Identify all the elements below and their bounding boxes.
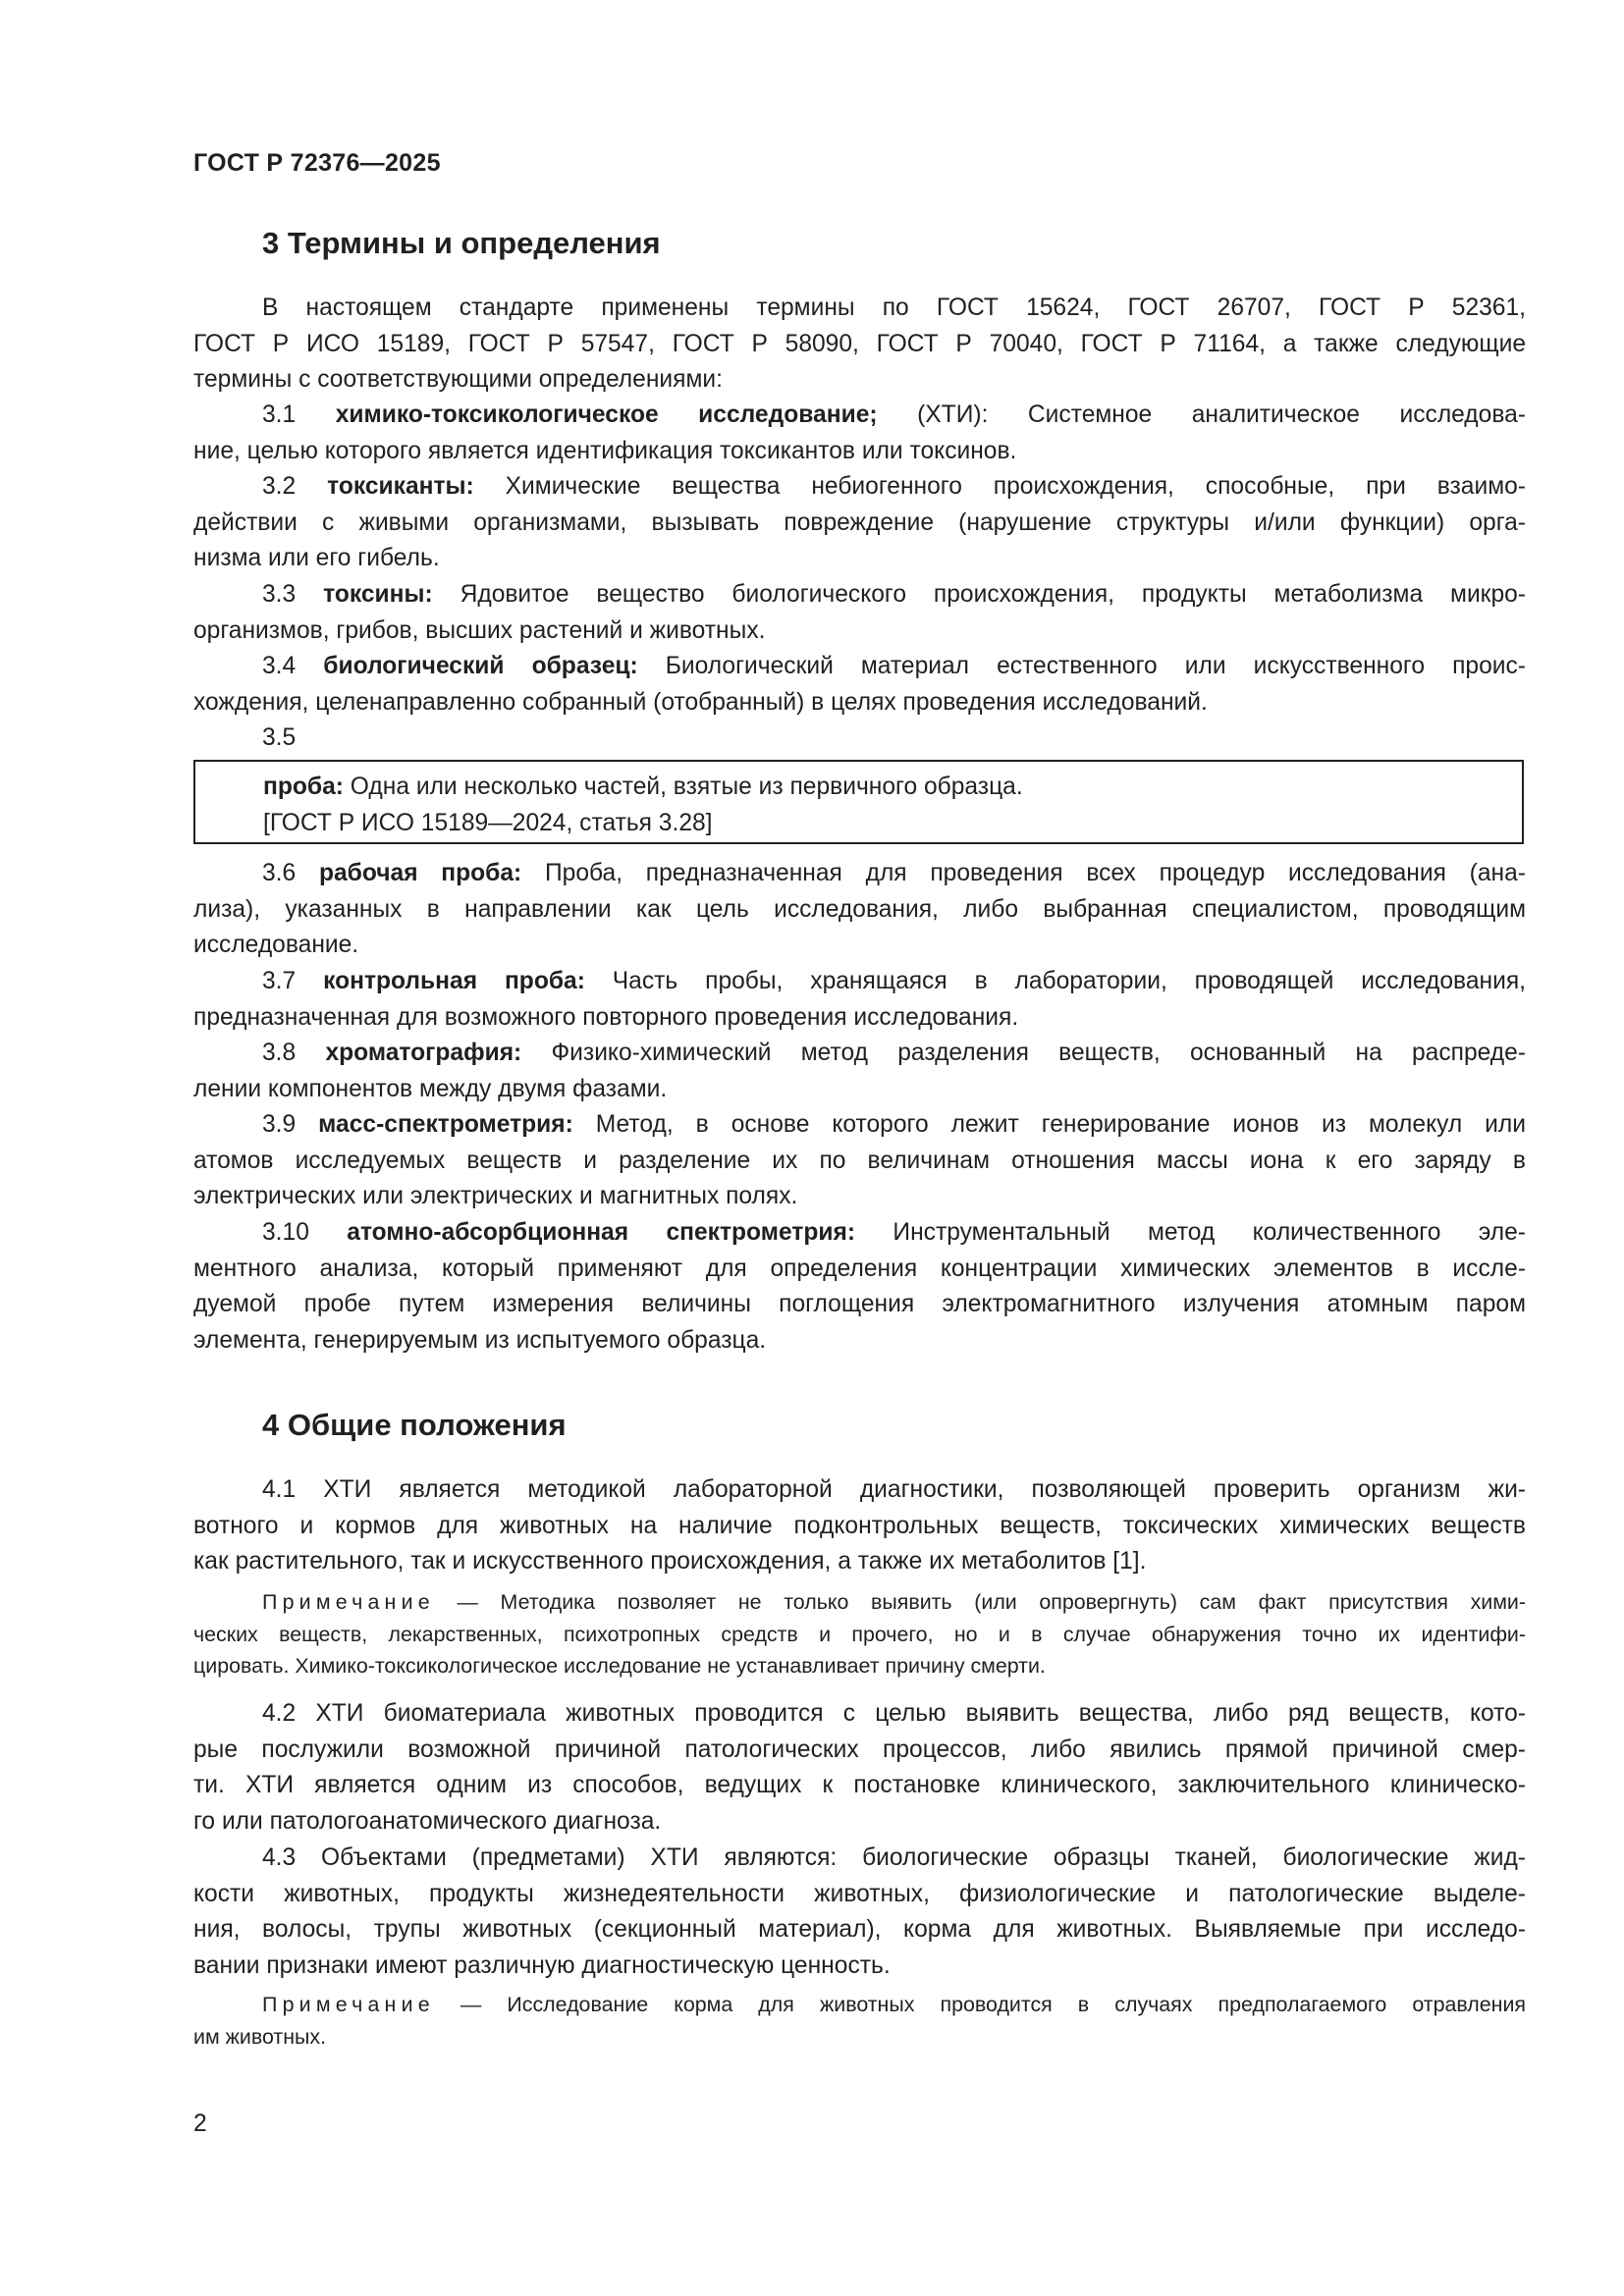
term-definition: (ХТИ): Системное аналитическое исследова-	[877, 401, 1526, 428]
section-3-intro	[193, 291, 1526, 399]
term-number: 3.8	[262, 1040, 297, 1066]
term-definition: ментного анализа, который применяют для определения концентрации химических элементов в иссле-	[193, 1255, 1526, 1282]
term-number: 3.10	[262, 1219, 309, 1246]
term-definition: предназначенная для возможного повторного проведения исследования.	[193, 1003, 1019, 1031]
term-number: 3.3	[262, 581, 297, 608]
term-title: хроматография:	[325, 1040, 522, 1066]
term-definition: Физико-химический метод разделения веществ, основанный на распреде-	[521, 1040, 1526, 1066]
term-definition: Ядовитое вещество биологического происхождения, продукты метаболизма микро-	[432, 581, 1526, 608]
term-title: биологический образец:	[323, 653, 638, 679]
paragraph-4-3: 4.3 Объектами (предметами) ХТИ являются: биологические образцы тканей, биологические жид- кости животных, продукты жизнедеятельности животных, физиологические и патологические выделе- ния, волосы, трупы животных (секционный материал), корма для животных. Выявляемые при исследо- вании признаки имеют различную диагностическую ценность.	[193, 1844, 1526, 1979]
term-definition: элемента, генерируемым из испытуемого образца.	[193, 1326, 767, 1354]
term-number: 3.6	[262, 860, 297, 886]
term-title: химико-токсикологическое исследование;	[335, 401, 878, 428]
intro-line: В настоящем стандарте применены термины по ГОСТ 15624, ГОСТ 26707, ГОСТ Р 52361,	[262, 294, 1526, 321]
note-1: Примечание — Методика позволяет не только выявить (или опровергнуть) сам факт присутствия хими- ческих веществ, лекарственных, психотропных средств и прочего, но и в случае обнаружения точно их идентифи- цировать. Химико-токсикологическое исследование не устанавливает причину смерти.	[193, 1590, 1526, 1678]
term-definition: дуемой пробе путем измерения величины поглощения электромагнитного излучения атомным паром	[193, 1291, 1526, 1318]
term-3-1	[193, 398, 1526, 469]
term-title: токсиканты:	[327, 473, 474, 500]
section-3-heading: 3 Термины и определения	[262, 226, 661, 260]
term-3-5-box	[193, 760, 1524, 844]
note-label: Примечание	[262, 1590, 435, 1614]
term-3-10	[193, 1215, 1526, 1359]
term-definition: Химические вещества небиогенного происхождения, способные, при взаимо-	[473, 473, 1526, 500]
term-definition: Инструментальный метод количественного эле-	[855, 1219, 1526, 1246]
term-3-7	[193, 964, 1526, 1036]
term-number: 3.9	[262, 1111, 297, 1138]
term-definition: хождения, целенаправленно собранный (отобранный) в целях проведения исследований.	[193, 688, 1208, 716]
term-title: масс-спектрометрия:	[318, 1111, 573, 1138]
term-title: рабочая проба:	[318, 860, 522, 886]
term-3-6	[193, 856, 1526, 964]
paragraph-4-2: 4.2 ХТИ биоматериала животных проводится с целью выявить вещества, либо ряд веществ, кото- рые послужили возможной причиной патологических процессов, либо явились прямой причиной смер- ти. ХТИ является одним из способов, ведущих к постановке клинического, заключительного клиническо- го или патологоанатомического диагноза.	[193, 1700, 1526, 1835]
term-title: контрольная проба:	[323, 968, 585, 994]
term-3-5-number: 3.5	[262, 724, 297, 751]
term-definition: лении компонентов между двумя фазами.	[193, 1075, 668, 1102]
term-definition: Биологический материал естественного или искусственного проис-	[637, 653, 1526, 679]
term-source: [ГОСТ Р ИСО 15189—2024, статья 3.28]	[263, 809, 713, 836]
note-label: Примечание	[262, 1993, 435, 2016]
term-definition: организмов, грибов, высших растений и животных.	[193, 616, 766, 644]
term-number: 3.2	[262, 473, 297, 500]
intro-line: термины с соответствующими определениями:	[193, 366, 723, 394]
term-definition: низма или его гибель.	[193, 545, 440, 572]
term-definition: действии с живыми организмами, вызывать повреждение (нарушение структуры и/или функции) орга-	[193, 508, 1526, 536]
term-3-2	[193, 469, 1526, 577]
term-3-9	[193, 1107, 1526, 1215]
note-2: Примечание — Исследование корма для животных проводится в случаях предполагаемого отравления им животных.	[193, 1993, 1526, 2049]
term-definition: исследование.	[193, 932, 359, 959]
paragraph-4-1: 4.1 ХТИ является методикой лабораторной диагностики, позволяющей проверить организм жи- вотного и кормов для животных на наличие подконтрольных веществ, токсических химических веществ как растительного, так и искусственного происхождения, а также их метаболитов [1].	[193, 1476, 1526, 1575]
term-definition: лиза), указанных в направлении как цель исследования, либо выбранная специалистом, проводящим	[193, 895, 1526, 923]
term-definition: ние, целью которого является идентификация токсикантов или токсинов.	[193, 437, 1017, 464]
term-title: атомно-абсорбционная спектрометрия:	[347, 1219, 856, 1246]
term-definition: атомов исследуемых веществ и разделение их по величинам отношения массы иона к его заряду в	[193, 1147, 1526, 1174]
term-definition: Часть пробы, хранящаяся в лаборатории, проводящей исследования,	[584, 968, 1526, 994]
term-3-4	[193, 649, 1526, 721]
intro-line: ГОСТ Р ИСО 15189, ГОСТ Р 57547, ГОСТ Р 58090, ГОСТ Р 70040, ГОСТ Р 71164, а также следующие	[193, 330, 1526, 357]
term-number: 3.4	[262, 653, 297, 679]
term-definition: Одна или несколько частей, взятые из первичного образца.	[343, 774, 1023, 800]
term-definition: электрических или электрических и магнитных полях.	[193, 1183, 798, 1210]
section-4-heading: 4 Общие положения	[262, 1408, 567, 1442]
term-definition: Метод, в основе которого лежит генерирование ионов из молекул или	[572, 1111, 1526, 1138]
term-definition: Проба, предназначенная для проведения всех процедур исследования (ана-	[521, 860, 1526, 886]
term-title: проба:	[263, 774, 344, 800]
term-3-8	[193, 1036, 1526, 1107]
term-number: 3.1	[262, 401, 297, 428]
term-title: токсины:	[323, 581, 433, 608]
term-number: 3.7	[262, 968, 297, 994]
term-3-3	[193, 577, 1526, 649]
document-header: ГОСТ Р 72376—2025	[193, 149, 441, 177]
page-number: 2	[193, 2110, 207, 2137]
